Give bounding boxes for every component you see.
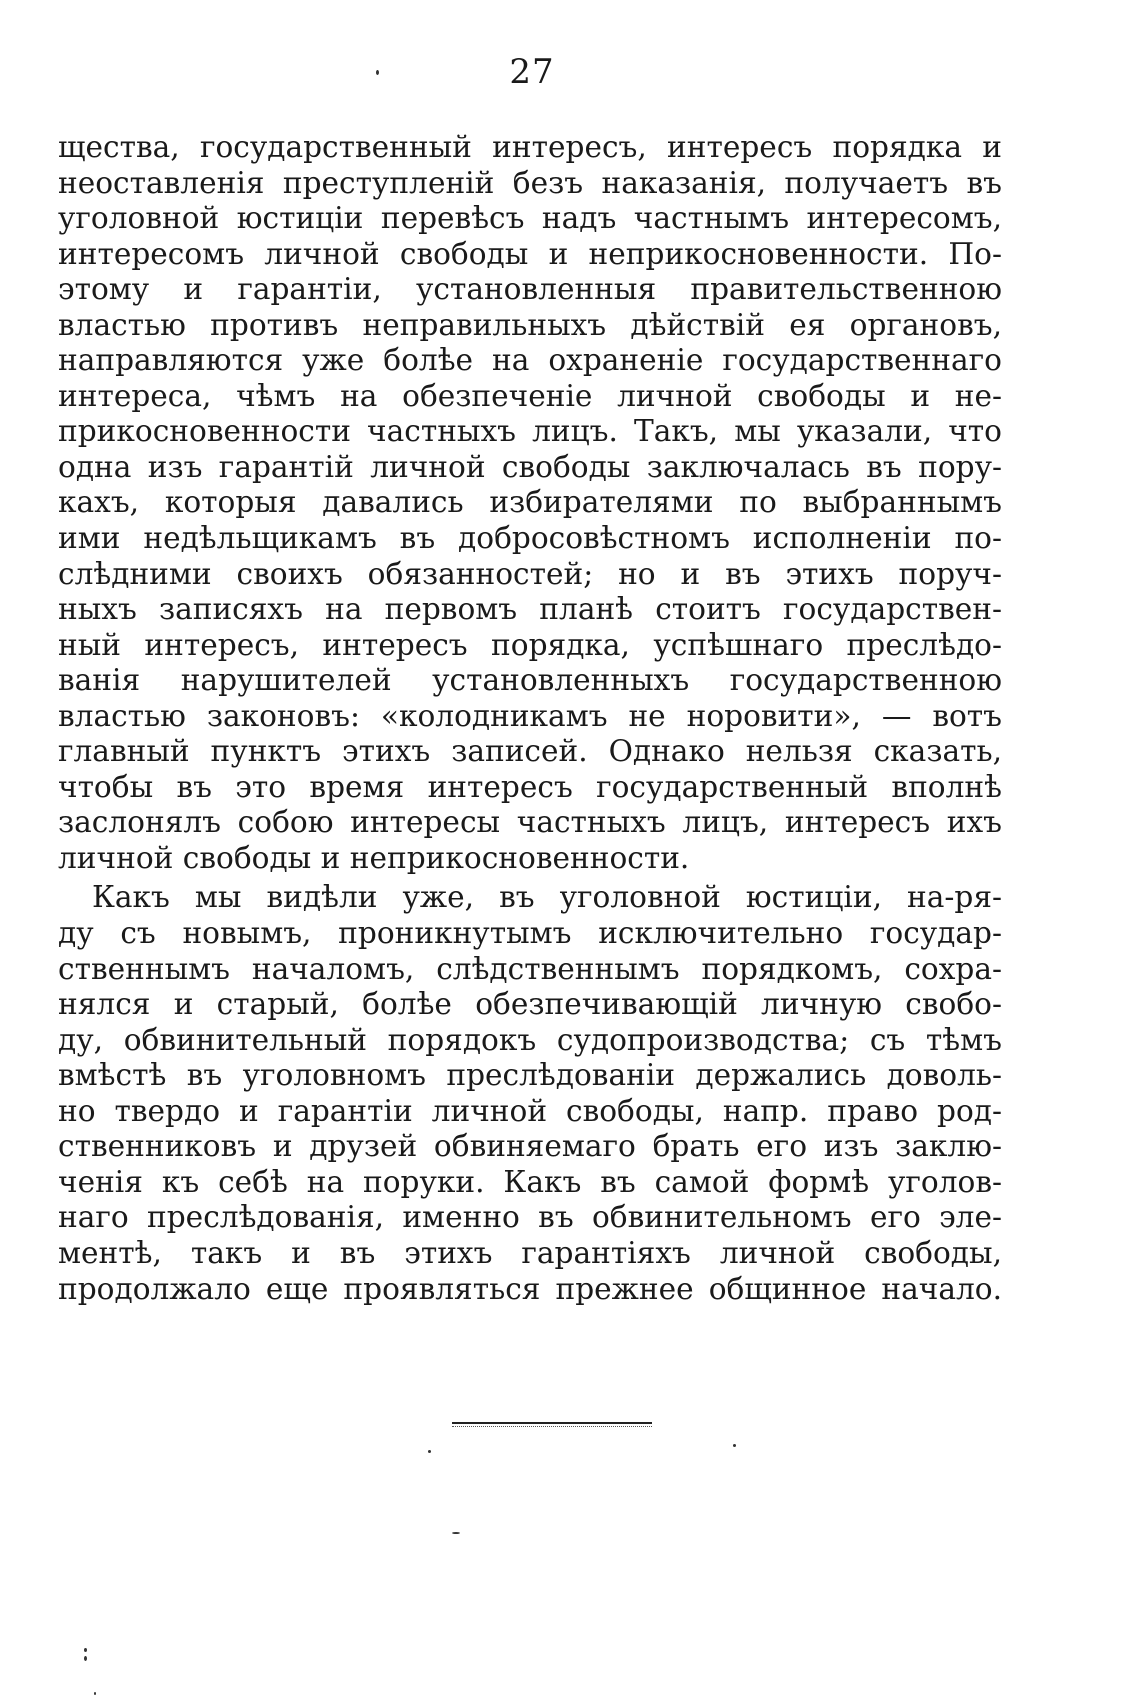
text-line: интересомъ личной свободы и неприкосновенности. По-	[58, 236, 1002, 271]
text-line: ныхъ записяхъ на первомъ планѣ стоитъ государствен-	[58, 592, 1002, 627]
text-line: слѣдними своихъ обязанностей; но и въ этихъ поруч-	[58, 556, 1002, 591]
scan-speck	[376, 70, 379, 75]
section-end-rule-dots	[452, 1426, 652, 1429]
paragraph-2	[58, 880, 1002, 1307]
text-line: ный интересъ, интересъ порядка, успѣшнаго преслѣдо-	[58, 627, 1002, 662]
text-line: властью противъ неправильныхъ дѣйствій ея органовъ,	[58, 307, 1002, 342]
text-line: прикосновенности частныхъ лицъ. Такъ, мы указали, что	[58, 414, 1002, 449]
text-line: личной свободы и неприкосновенности.	[58, 840, 690, 875]
scan-speck	[452, 1532, 460, 1534]
text-line: вмѣстѣ въ уголовномъ преслѣдованіи держались доволь-	[58, 1058, 1002, 1093]
text-line: чтобы въ это время интересъ государственный вполнѣ	[58, 769, 1002, 804]
text-line: Какъ мы видѣли уже, въ уголовной юстиціи, на-ря-	[92, 880, 1002, 915]
body-text	[58, 130, 1002, 1307]
text-line: этому и гарантіи, установленныя правительственною	[58, 272, 1002, 307]
text-line: направляются уже болѣе на охраненіе государственнаго	[58, 343, 1002, 378]
text-line: властью законовъ: «колодникамъ не норовити», — вотъ	[58, 698, 1002, 733]
text-line: неоставленія преступленій безъ наказанія, получаетъ въ	[58, 165, 1002, 200]
text-line: ственниковъ и друзей обвиняемаго брать его изъ заклю-	[58, 1129, 1002, 1164]
scan-speck	[733, 1444, 736, 1447]
text-line: ду, обвинительный порядокъ судопроизводства; съ тѣмъ	[58, 1022, 1002, 1057]
text-line: щества, государственный интересъ, интересъ порядка и	[58, 130, 1002, 164]
text-line: заслонялъ собою интересы частныхъ лицъ, интересъ ихъ	[58, 805, 1002, 840]
text-line: продолжало еще проявляться прежнее общинное начало.	[58, 1271, 1002, 1306]
text-line: ими недѣльщикамъ въ добросовѣстномъ исполненіи по-	[58, 521, 1002, 556]
scan-speck	[428, 1450, 431, 1453]
section-end-rule	[452, 1422, 652, 1424]
text-line: одна изъ гарантій личной свободы заключалась въ пору-	[58, 449, 1002, 484]
text-line: главный пунктъ этихъ записей. Однако нельзя сказать,	[58, 734, 1002, 769]
page-number: 27	[509, 52, 555, 92]
text-line: кахъ, которыя давались избирателями по выбраннымъ	[58, 485, 1002, 520]
text-line: ченія къ себѣ на поруки. Какъ въ самой формѣ уголов-	[58, 1164, 1002, 1199]
scan-speck	[84, 1648, 87, 1652]
text-line: наго преслѣдованія, именно въ обвинительномъ его эле-	[58, 1200, 1002, 1235]
text-line: но твердо и гарантіи личной свободы, напр. право род-	[58, 1093, 1002, 1128]
text-line: нялся и старый, болѣе обезпечивающій личную свобо-	[58, 987, 1002, 1022]
text-line: ду съ новымъ, проникнутымъ исключительно государ-	[58, 916, 1002, 951]
text-line: уголовной юстиціи перевѣсъ надъ частнымъ интересомъ,	[58, 201, 1002, 236]
scan-speck	[84, 1656, 87, 1661]
text-line: ментѣ, такъ и въ этихъ гарантіяхъ личной свободы,	[58, 1235, 1002, 1270]
scan-speck	[94, 1692, 96, 1695]
text-line: ванія нарушителей установленныхъ государственною	[58, 663, 1002, 698]
text-line: интереса, чѣмъ на обезпеченіе личной свободы и не-	[58, 378, 1002, 413]
text-line: ственнымъ началомъ, слѣдственнымъ порядкомъ, сохра-	[58, 951, 1002, 986]
paragraph-1	[58, 130, 1002, 876]
